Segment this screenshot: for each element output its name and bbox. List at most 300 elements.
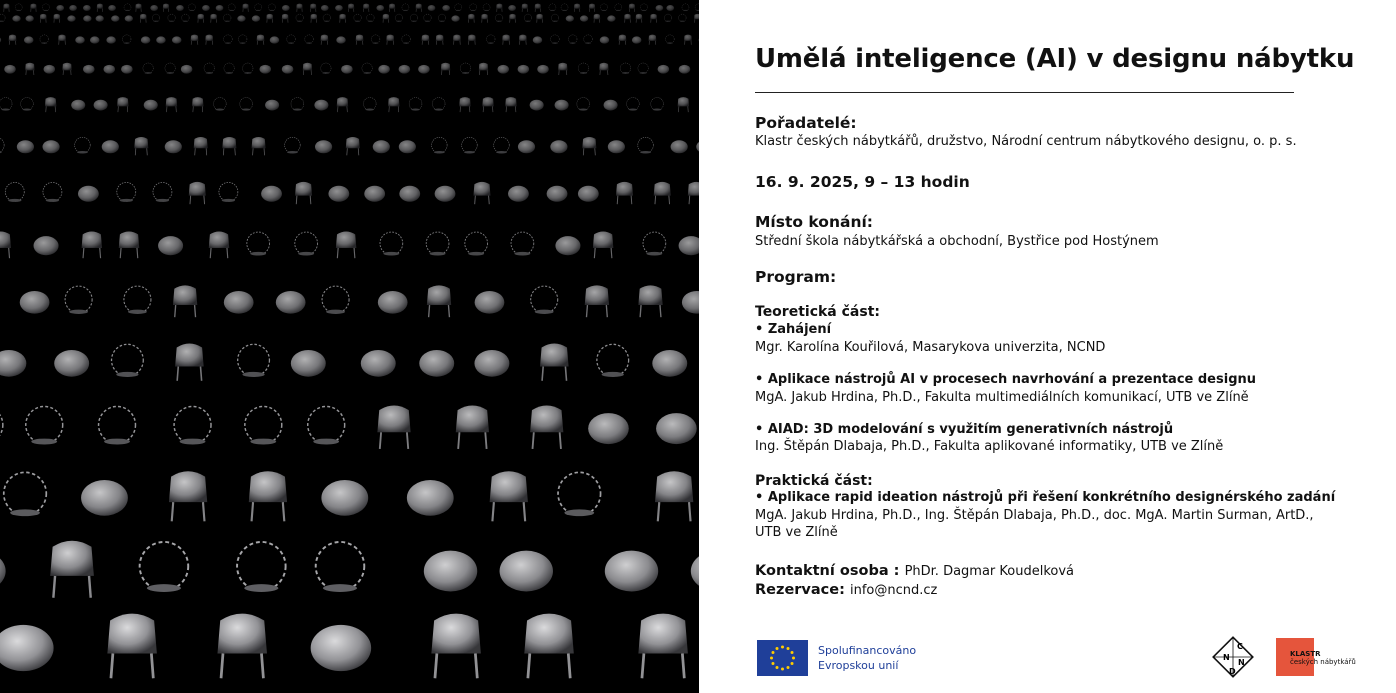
chair-shape [268, 4, 275, 11]
chair-shape [21, 97, 34, 110]
reservation-email[interactable]: info@ncnd.cz [849, 583, 938, 598]
chair-shape [566, 15, 574, 21]
chair-shape [593, 14, 600, 23]
chair-shape [518, 65, 529, 74]
chair-shape [90, 36, 100, 43]
chair-shape [348, 4, 354, 12]
chair-shape [638, 63, 648, 74]
chair-shape [321, 63, 331, 74]
chair-shape [83, 5, 91, 11]
chair-shape [593, 231, 613, 258]
chair-shape [295, 182, 312, 204]
program-item-speaker: Ing. Štěpán Dlabaja, Ph.D., Fakulta aplikované informatiky, UTB ve Zlíně [755, 439, 1224, 454]
contact-label: Kontaktní osoba : [755, 563, 900, 579]
chair-shape [561, 4, 568, 11]
chair-shape [228, 4, 235, 11]
chair-shape [509, 14, 516, 23]
chair-shape [216, 5, 224, 11]
chair-shape [315, 140, 332, 153]
program-item-title: • Aplikace rapid ideation nástrojů při řešení konkrétního designérského zadání [755, 490, 1335, 505]
chair-shape [296, 14, 303, 22]
chair-shape [555, 100, 569, 111]
chair-shape [321, 480, 368, 516]
chair-shape [535, 4, 541, 12]
chair-shape [679, 236, 699, 255]
eu-star [792, 657, 795, 660]
chair-shape [121, 65, 132, 74]
chair-shape [311, 625, 372, 671]
chair-shape [650, 14, 657, 23]
chair-shape [172, 36, 182, 43]
chair-shape [78, 186, 99, 202]
chair-shape [418, 65, 429, 74]
eu-star [791, 662, 794, 665]
chair-shape [442, 5, 450, 11]
eu-star [770, 657, 773, 660]
chair-shape [173, 285, 197, 317]
chair-shape [0, 551, 6, 592]
chair-shape [549, 4, 556, 11]
theory-label: Teoretická část: [755, 304, 880, 320]
eu-star [791, 651, 794, 654]
chair-shape [135, 4, 141, 12]
chair-shape [441, 63, 450, 75]
chair-shape [261, 186, 282, 202]
chair-shape [582, 137, 596, 155]
chair-shape [666, 5, 674, 11]
chair-shape [427, 285, 451, 317]
chair-shape [666, 35, 675, 44]
chair-shape [188, 4, 195, 11]
chair-shape [316, 542, 365, 592]
chair-shape [209, 231, 229, 258]
chair-shape [671, 140, 688, 153]
chair-shape [376, 5, 384, 11]
chair-shape [247, 232, 270, 255]
chair-shape [432, 97, 445, 110]
chair-shape [607, 15, 615, 21]
chair-shape [117, 97, 128, 112]
chair-shape [584, 35, 593, 44]
chair-shape [483, 4, 490, 11]
chair-shape [638, 137, 654, 153]
chair-shape [24, 36, 34, 43]
chair-shape [388, 97, 399, 112]
chair-shape [568, 35, 577, 44]
title-divider [755, 92, 1294, 93]
chair-shape [217, 614, 267, 679]
chair-shape [453, 35, 461, 45]
chair-shape [656, 5, 664, 11]
chair-shape [40, 14, 47, 23]
chair-shape [282, 14, 289, 23]
chair-shape [165, 63, 175, 74]
chair-shape [83, 15, 91, 21]
chair-shape [194, 137, 208, 155]
chair-shape [694, 14, 699, 23]
chair-shape [356, 35, 364, 45]
chair-shape [468, 14, 475, 23]
chair-shape [380, 232, 403, 255]
chair-shape [26, 15, 34, 21]
venue-label: Místo konání: [755, 213, 873, 231]
chair-shape [124, 286, 151, 314]
chair-shape [83, 65, 94, 74]
chair-shape [43, 182, 62, 202]
chair-shape [395, 14, 402, 22]
chair-shape [337, 97, 348, 112]
chair-shape [0, 97, 12, 110]
chair-shape [679, 65, 690, 74]
chair-shape [377, 406, 410, 449]
chair-shape [652, 350, 687, 377]
chair-shape [202, 5, 210, 11]
chair-shape [679, 14, 686, 22]
svg-text:N: N [1223, 653, 1230, 662]
chair-shape [222, 137, 236, 155]
chair-shape [42, 4, 49, 11]
chair-shape [426, 232, 449, 255]
chair-shape [696, 140, 699, 153]
chair-shape [399, 65, 410, 74]
klastr-logo-text [1290, 650, 1356, 666]
chair-shape [9, 35, 17, 45]
program-item-speaker: MgA. Jakub Hrdina, Ph.D., Fakulta multimediálních komunikací, UTB ve Zlíně [755, 390, 1249, 405]
chair-shape [508, 5, 516, 11]
chair-shape [310, 14, 317, 23]
event-date: 16. 9. 2025, 9 – 13 hodin [755, 173, 970, 191]
chair-shape [17, 140, 34, 153]
chair-shape [287, 35, 296, 44]
chair-shape [156, 36, 166, 43]
chair-shape [255, 4, 262, 11]
chair-shape [511, 232, 534, 255]
chair-shape [321, 35, 329, 45]
chair-shape [496, 4, 502, 12]
chair-shape [522, 4, 528, 12]
chair-shape [341, 65, 352, 74]
chair-shape [399, 140, 416, 153]
reservation-label: Rezervace: [755, 582, 845, 598]
chair-shape [616, 182, 633, 204]
chair-shape [140, 542, 189, 592]
chair-shape [168, 14, 175, 22]
chair-shape [354, 14, 361, 22]
organizers-text: Klastr českých nábytkářů, družstvo, Národní centrum nábytkového designu, o. p. s. [755, 134, 1297, 149]
chair-shape [189, 182, 206, 204]
chair-shape [122, 35, 131, 44]
chair-shape [460, 63, 470, 74]
practice-label: Praktická část: [755, 473, 873, 489]
chair-shape [362, 63, 372, 74]
chair-shape [438, 14, 445, 22]
chair-shape [166, 97, 177, 112]
chair-shape [640, 4, 647, 11]
eu-flag-logo [757, 640, 808, 676]
chair-shape [328, 186, 349, 202]
chair-shape [498, 65, 509, 74]
eu-star [771, 651, 774, 654]
chair-shape [502, 35, 510, 45]
chair-shape [163, 4, 169, 12]
eu-text-line1: Spolufinancováno [818, 644, 917, 657]
chair-shape [462, 137, 478, 153]
chair-shape [99, 406, 136, 444]
chair-shape [547, 186, 568, 202]
chair-shape [695, 4, 699, 11]
chair-shape [655, 471, 693, 521]
chair-shape [106, 36, 116, 43]
chair-shape [213, 97, 226, 110]
chair-shape [245, 406, 282, 444]
chair-shape [44, 65, 55, 74]
eu-star [787, 647, 790, 650]
chair-shape [0, 231, 11, 258]
eu-star [781, 646, 784, 649]
svg-text:C: C [1237, 642, 1243, 651]
program-item-speaker-cont: UTB ve Zlíně [755, 525, 838, 540]
chair-shape [600, 4, 607, 11]
chair-shape [143, 63, 153, 74]
chair-shape [169, 471, 207, 521]
chair-shape [71, 100, 85, 111]
chair-shape [204, 63, 214, 74]
chair-shape [224, 63, 234, 74]
chair-shape [468, 35, 476, 45]
chair-shape [363, 4, 369, 12]
chair-shape [682, 291, 699, 314]
chair-shape [402, 35, 411, 44]
chair-shape [605, 551, 658, 592]
chair-shape [409, 97, 422, 110]
chair-shape [0, 14, 5, 22]
chair-shape [0, 137, 4, 153]
chair-shape [50, 541, 94, 598]
chair-shape [197, 14, 204, 23]
chair-shape [410, 14, 417, 22]
chair-shape [638, 285, 662, 317]
contact-row [755, 560, 1074, 579]
chair-shape [555, 236, 580, 255]
chair-shape [500, 551, 553, 592]
program-item-speaker: MgA. Jakub Hrdina, Ph.D., Ing. Štěpán Dlabaja, Ph.D., doc. MgA. Martin Surman, ArtD., [755, 508, 1314, 523]
chair-shape [58, 35, 66, 45]
chair-shape [107, 614, 157, 679]
chair-shape [386, 35, 394, 45]
chair-shape [62, 63, 71, 75]
chair-shape [153, 182, 172, 202]
eu-cofunding-text [818, 643, 916, 673]
chair-shape [238, 344, 270, 377]
chair-shape [34, 236, 59, 255]
chair-shape [519, 35, 527, 45]
chair-shape [26, 406, 63, 444]
chair-shape [252, 137, 266, 155]
chair-shape [638, 614, 688, 679]
chair-shape [104, 65, 115, 74]
chair-shape [378, 65, 389, 74]
chair-shape [141, 36, 151, 43]
chair-shape [455, 4, 462, 11]
eu-star [771, 662, 774, 665]
chair-shape [470, 4, 477, 11]
svg-text:D: D [1229, 667, 1236, 676]
chair-shape [531, 286, 558, 314]
chair-shape [577, 97, 590, 110]
chair-shape [682, 4, 689, 11]
program-item-title: • AIAD: 3D modelování s využitím generativních nástrojů [755, 422, 1173, 437]
chair-shape [574, 4, 580, 12]
chair-shape [140, 14, 147, 23]
chair-shape [530, 406, 563, 449]
chair-shape [42, 140, 59, 153]
chair-shape [536, 14, 543, 23]
chair-shape [15, 4, 22, 11]
chair-shape [308, 406, 345, 444]
chair-shape [94, 100, 108, 111]
chair-shape [238, 35, 247, 44]
chair-shape [249, 471, 287, 521]
page-title: Umělá inteligence (AI) v designu nábytku [755, 44, 1355, 74]
chair-shape [505, 97, 516, 112]
chair-shape [599, 63, 608, 75]
chair-shape [175, 344, 204, 381]
chair-shape [518, 140, 535, 153]
eu-star [787, 666, 790, 669]
chair-shape [537, 65, 548, 74]
chair-shape [600, 36, 610, 43]
chair-shape [237, 542, 286, 592]
chair-shape [276, 291, 306, 314]
chair-shape [474, 350, 509, 377]
klastr-line2: českých nábytkářů [1290, 658, 1356, 666]
chair-shape [558, 472, 601, 516]
chair-shape [174, 406, 211, 444]
chair-shape [144, 100, 158, 111]
chair-shape [291, 350, 326, 377]
chair-shape [424, 14, 431, 22]
chair-shape [533, 36, 543, 43]
chair-shape [389, 4, 395, 12]
chair-shape [181, 65, 192, 74]
chair-shape [285, 137, 301, 153]
chair-shape [435, 186, 456, 202]
chair-shape [0, 350, 26, 377]
chair-shape [303, 63, 312, 75]
chair-shape [495, 14, 502, 22]
chair-shape [12, 15, 20, 21]
chair-shape [291, 97, 304, 110]
eu-text-line2: Evropskou unií [818, 659, 899, 672]
chair-shape [102, 140, 119, 153]
chair-shape [54, 350, 89, 377]
eu-star [781, 668, 784, 671]
program-item-speaker: Mgr. Karolína Kouřilová, Masarykova univerzita, NCND [755, 340, 1106, 355]
chair-shape [3, 4, 9, 12]
chair-shape [191, 35, 199, 45]
chair-shape [656, 413, 697, 444]
chair-shape [295, 232, 318, 255]
program-item-title: • Aplikace nástrojů AI v procesech navrhování a prezentace designu [755, 372, 1256, 387]
chair-shape [322, 286, 349, 314]
chair-shape [310, 4, 316, 12]
chair-shape [422, 35, 430, 45]
chair-shape [475, 291, 505, 314]
chair-shape [224, 291, 254, 314]
chair-shape [20, 291, 50, 314]
chair-shape [632, 36, 642, 43]
chair-shape [305, 35, 314, 44]
chair-shape [431, 614, 481, 679]
chair-shape [459, 97, 470, 112]
eu-star [776, 666, 779, 669]
chair-shape [490, 471, 528, 521]
chair-shape [524, 14, 531, 22]
chair-shape [75, 36, 85, 43]
chair-shape [486, 35, 495, 44]
chair-shape [399, 186, 420, 202]
chair-shape [604, 100, 618, 111]
chair-shape [282, 5, 290, 11]
chair-shape [451, 15, 459, 21]
chair-shape [30, 4, 36, 12]
chair-shape [479, 63, 488, 75]
chair-shape [224, 35, 233, 44]
chair-shape [224, 14, 231, 22]
chair-shape [424, 551, 477, 592]
chair-shape [629, 4, 635, 12]
chair-shape [402, 4, 409, 11]
contact-name: PhDr. Dagmar Koudelková [904, 564, 1075, 579]
chair-shape [482, 97, 493, 112]
chair-shape [210, 14, 217, 23]
chair-shape [615, 4, 622, 11]
chair-shape [69, 5, 77, 11]
chair-shape [407, 480, 454, 516]
chair-shape [252, 15, 260, 21]
chair-shape [0, 36, 1, 43]
chair-shape [45, 97, 56, 112]
chair-shape [508, 186, 529, 202]
chair-shape [152, 14, 159, 22]
chair-shape [588, 413, 629, 444]
chair-shape [428, 5, 436, 11]
reservation-row [755, 579, 937, 598]
chair-shape [108, 5, 116, 11]
chair-shape [296, 4, 302, 12]
chair-shape [373, 140, 390, 153]
venue-text: Střední škola nábytkářská a obchodní, Bystřice pod Hostýnem [755, 234, 1159, 249]
chair-shape [75, 137, 91, 153]
chair-shape [688, 182, 699, 204]
chair-shape [53, 14, 60, 23]
chair-shape [257, 35, 265, 45]
chair-shape [432, 137, 448, 153]
chair-shape [82, 231, 102, 258]
chair-shape [96, 15, 104, 21]
chair-shape [371, 35, 380, 44]
chair-shape [335, 5, 343, 11]
chair-shape [691, 551, 699, 592]
klastr-line1: KLASTR [1290, 650, 1321, 658]
chair-shape [364, 186, 385, 202]
chair-shape [339, 14, 346, 23]
chair-shape [4, 472, 47, 516]
chair-shape [585, 285, 609, 317]
chair-shape [134, 137, 148, 155]
chair-shape [25, 63, 34, 75]
chair-shape [323, 14, 330, 22]
